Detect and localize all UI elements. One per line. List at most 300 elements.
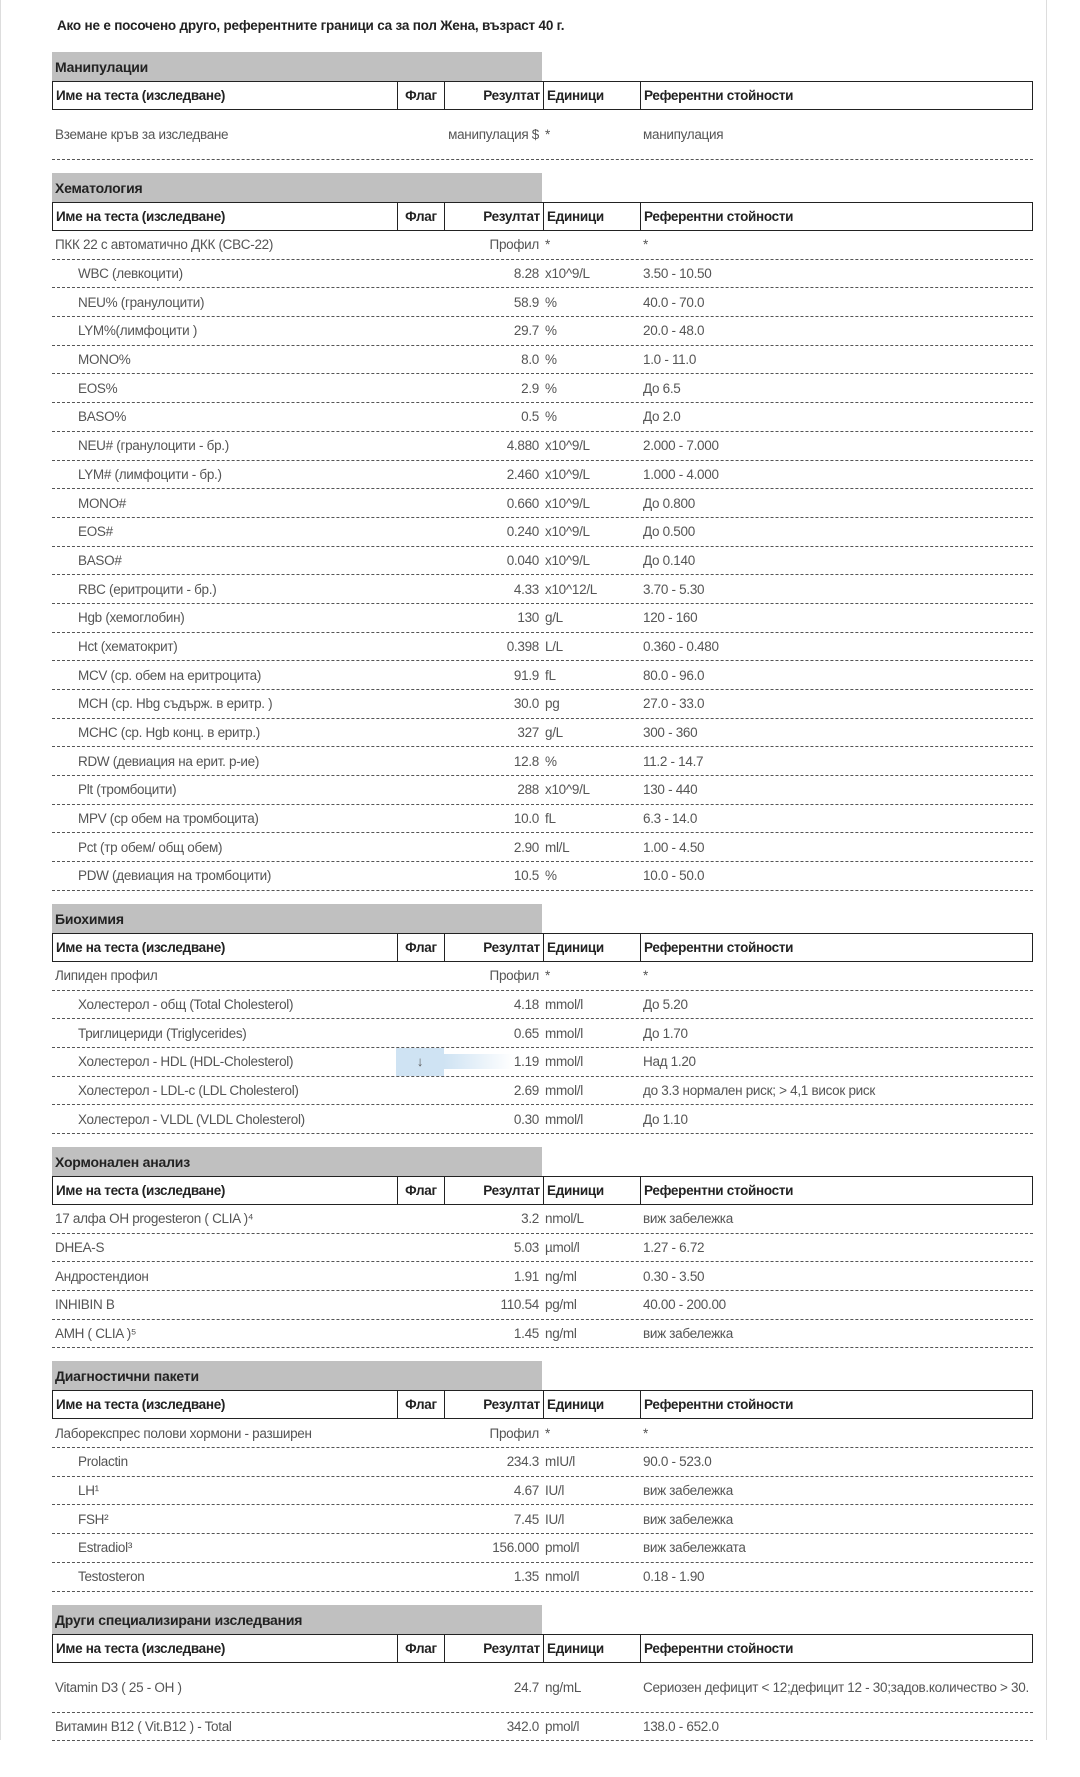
- cell-reference-range: До 1.70: [643, 1025, 688, 1041]
- cell-units: IU/l: [545, 1511, 565, 1527]
- cell-reference-range: виж забележка: [643, 1326, 733, 1342]
- cell-reference-range: 0.18 - 1.90: [643, 1569, 705, 1585]
- column-header-units: Единици: [543, 1177, 641, 1204]
- table-row: [52, 231, 1033, 260]
- cell-reference-range: 1.00 - 4.50: [643, 839, 705, 855]
- column-header-reference-range: Референтни стойности: [644, 88, 794, 103]
- table-row: [52, 1048, 1033, 1077]
- cell-units: IU/l: [545, 1483, 565, 1499]
- cell-test-name: Testosteron: [78, 1569, 145, 1585]
- cell-units: %: [545, 294, 557, 310]
- cell-reference-range: виж забележката: [643, 1540, 746, 1556]
- cell-reference-range: 3.70 - 5.30: [643, 581, 705, 597]
- table-row: [52, 260, 1033, 289]
- table-header: [52, 202, 1033, 231]
- cell-units: *: [545, 1425, 550, 1441]
- cell-result: 342.0: [506, 1718, 539, 1734]
- cell-units: ng/mL: [545, 1679, 582, 1695]
- cell-flag: [396, 575, 444, 603]
- table-row: [52, 1534, 1033, 1563]
- column-header-reference-range: Референтни стойности: [644, 1640, 794, 1656]
- column-header-result: Резултат: [483, 209, 540, 224]
- cell-reference-range: 0.360 - 0.480: [643, 638, 719, 654]
- cell-result: 2.69: [513, 1082, 539, 1098]
- column-header-flag: Флаг: [397, 1635, 445, 1662]
- cell-units: x10^9/L: [545, 495, 590, 511]
- cell-test-name: MPV (ср обем на тромбоцита): [78, 811, 259, 827]
- column-header-units: Единици: [543, 82, 641, 109]
- cell-test-name: Холестерол - общ (Total Cholesterol): [78, 996, 294, 1012]
- cell-reference-range: *: [643, 1425, 648, 1441]
- column-header-test-name: Име на теста (изследване): [56, 1397, 226, 1413]
- cell-test-name: Холестерол - HDL (HDL-Cholesterol): [78, 1054, 294, 1070]
- table-row: [52, 962, 1033, 991]
- cell-units: pmol/l: [545, 1718, 580, 1734]
- cell-units: ml/L: [545, 839, 570, 855]
- cell-test-name: Pct (тр обем/ общ обем): [78, 839, 223, 855]
- flag-low-arrow-icon: ↓: [396, 1048, 444, 1076]
- cell-flag: [396, 1563, 444, 1591]
- cell-units: x10^9/L: [545, 782, 590, 798]
- cell-test-name: Холестерол - VLDL (VLDL Cholesterol): [78, 1111, 305, 1127]
- cell-test-name: RBC (еритроцити - бр.): [78, 581, 217, 597]
- cell-test-name: Вземане кръв за изследване: [55, 127, 229, 142]
- cell-units: mmol/l: [545, 1082, 583, 1098]
- cell-reference-range: виж забележка: [643, 1483, 733, 1499]
- column-header-units: Единици: [543, 934, 641, 961]
- table-header: [52, 81, 1033, 110]
- cell-reference-range: *: [643, 237, 648, 253]
- cell-flag: [396, 1419, 444, 1447]
- column-header-flag: Флаг: [397, 82, 445, 109]
- column-header-test-name: Име на теста (изследване): [56, 939, 226, 955]
- column-header-result: Резултат: [483, 939, 540, 955]
- table-row: [52, 1205, 1033, 1234]
- cell-flag: [396, 1477, 444, 1505]
- column-header-flag: Флаг: [397, 203, 445, 230]
- table-row: [52, 833, 1033, 862]
- column-header-test-name: Име на теста (изследване): [56, 88, 226, 103]
- cell-test-name: LYM# (лимфоцити - бр.): [78, 466, 222, 482]
- cell-result: 91.9: [513, 667, 539, 683]
- cell-reference-range: виж забележка: [643, 1211, 733, 1227]
- column-header-test-name: Име на теста (изследване): [56, 1640, 226, 1656]
- cell-reference-range: 1.000 - 4.000: [643, 466, 719, 482]
- cell-reference-range: 27.0 - 33.0: [643, 696, 705, 712]
- cell-test-name: LH¹: [78, 1483, 99, 1499]
- cell-flag: [396, 962, 444, 990]
- cell-reference-range: 0.30 - 3.50: [643, 1268, 705, 1284]
- table-row: [52, 719, 1033, 748]
- cell-units: x10^9/L: [545, 466, 590, 482]
- table-row: [52, 633, 1033, 662]
- cell-test-name: Hct (хематокрит): [78, 638, 178, 654]
- cell-result: 4.880: [506, 438, 539, 454]
- column-header-reference-range: Референтни стойности: [644, 1182, 794, 1198]
- cell-units: %: [545, 409, 557, 425]
- table-row: [52, 1320, 1033, 1349]
- cell-test-name: Холестерол - LDL-c (LDL Cholesterol): [78, 1082, 299, 1098]
- table-row: [52, 1262, 1033, 1291]
- cell-result: Профил: [489, 968, 539, 984]
- cell-units: x10^9/L: [545, 266, 590, 282]
- cell-test-name: MONO%: [78, 352, 131, 368]
- section-title: Манипулации: [52, 52, 542, 81]
- column-header-flag: Флаг: [397, 1177, 445, 1204]
- cell-test-name: BASO#: [78, 552, 122, 568]
- cell-flag: [396, 776, 444, 804]
- cell-reference-range: 120 - 160: [643, 610, 698, 626]
- column-header-result: Резултат: [483, 88, 540, 103]
- table-row: [52, 317, 1033, 346]
- cell-flag: [396, 1534, 444, 1562]
- column-header-units: Единици: [543, 1391, 641, 1418]
- cell-test-name: Hgb (хемоглобин): [78, 610, 185, 626]
- table-row: [52, 288, 1033, 317]
- cell-units: mmol/l: [545, 996, 583, 1012]
- cell-result: 0.040: [506, 552, 539, 568]
- cell-flag: [396, 1320, 444, 1348]
- section-4: [52, 1361, 1033, 1591]
- cell-reference-range: До 0.500: [643, 524, 695, 540]
- table-row: [52, 747, 1033, 776]
- table-row: [52, 805, 1033, 834]
- cell-units: fL: [545, 667, 556, 683]
- cell-test-name: MCHC (ср. Hgb конц. в еритр.): [78, 725, 260, 741]
- cell-result: Профил: [489, 237, 539, 253]
- cell-units: fL: [545, 811, 556, 827]
- table-row: [52, 604, 1033, 633]
- cell-units: %: [545, 753, 557, 769]
- table-row: [52, 1105, 1033, 1134]
- cell-result: 327: [517, 725, 539, 741]
- table-row: [52, 110, 1033, 160]
- cell-flag: [396, 1234, 444, 1262]
- cell-flag: [396, 518, 444, 546]
- cell-test-name: MCV (ср. обем на еритроцита): [78, 667, 262, 683]
- section-title: Хормонален анализ: [52, 1147, 542, 1176]
- reference-note: Ако не е посочено друго, референтните граници са за пол Жена, възраст 40 г.: [57, 18, 565, 33]
- cell-result: 30.0: [513, 696, 539, 712]
- cell-reference-range: 20.0 - 48.0: [643, 323, 705, 339]
- table-row: [52, 776, 1033, 805]
- cell-units: *: [545, 968, 550, 984]
- cell-flag: [396, 862, 444, 890]
- cell-reference-range: виж забележка: [643, 1511, 733, 1527]
- cell-reference-range: манипулация: [643, 127, 724, 142]
- cell-result: 7.45: [513, 1511, 539, 1527]
- cell-units: x10^9/L: [545, 438, 590, 454]
- cell-test-name: Estradiol³: [78, 1540, 133, 1556]
- cell-result: 4.67: [513, 1483, 539, 1499]
- column-header-test-name: Име на теста (изследване): [56, 1182, 226, 1198]
- cell-flag: [396, 604, 444, 632]
- cell-flag: [396, 346, 444, 374]
- cell-result: 1.19: [444, 1054, 542, 1069]
- cell-units: %: [545, 323, 557, 339]
- cell-flag: [396, 747, 444, 775]
- cell-test-name: Триглицериди (Triglycerides): [78, 1025, 247, 1041]
- cell-result: 10.0: [513, 811, 539, 827]
- cell-units: mmol/l: [545, 1111, 583, 1127]
- section-0: [52, 52, 1033, 160]
- column-header-test-name: Име на теста (изследване): [56, 209, 226, 224]
- cell-test-name: 17 алфа OH progesteron ( CLIA )⁴: [55, 1211, 254, 1227]
- table-header: [52, 933, 1033, 962]
- cell-reference-range: до 3.3 нормален риск; > 4,1 висок риск: [643, 1082, 875, 1098]
- cell-units: mmol/l: [545, 1054, 583, 1070]
- cell-reference-range: 40.00 - 200.00: [643, 1297, 726, 1313]
- cell-reference-range: 138.0 - 652.0: [643, 1718, 719, 1734]
- cell-flag: [396, 317, 444, 345]
- cell-result: манипулация $: [448, 126, 539, 142]
- cell-result: 2.9: [521, 380, 539, 396]
- cell-result: 8.28: [513, 266, 539, 282]
- cell-result: 29.7: [513, 323, 539, 339]
- table-row: [52, 374, 1033, 403]
- cell-flag: [396, 633, 444, 661]
- cell-flag: [396, 403, 444, 431]
- cell-test-name: LYM%(лимфоцити ): [78, 323, 198, 339]
- cell-flag: [396, 489, 444, 517]
- cell-result: 0.240: [506, 524, 539, 540]
- cell-test-name: Витамин B12 ( Vit.B12 ) - Total: [55, 1718, 232, 1734]
- cell-flag: [396, 719, 444, 747]
- table-row: [52, 403, 1033, 432]
- section-title: Диагностични пакети: [52, 1361, 542, 1390]
- cell-units: pg: [545, 696, 560, 712]
- table-row: [52, 432, 1033, 461]
- table-header: [52, 1390, 1033, 1419]
- cell-result: 0.65: [513, 1025, 539, 1041]
- cell-result: 4.33: [513, 581, 539, 597]
- cell-result: 0.30: [513, 1111, 539, 1127]
- cell-flag: [396, 1105, 444, 1133]
- cell-result: 12.8: [513, 753, 539, 769]
- cell-reference-range: 300 - 360: [643, 725, 698, 741]
- cell-result: Профил: [489, 1425, 539, 1441]
- section-3: [52, 1147, 1033, 1348]
- cell-test-name: ПКК 22 с автоматично ДКК (CBC-22): [55, 237, 274, 253]
- cell-test-name: EOS%: [78, 380, 118, 396]
- cell-flag: [396, 833, 444, 861]
- cell-test-name: MONO#: [78, 495, 127, 511]
- cell-units: ng/ml: [545, 1326, 577, 1342]
- table-row: [52, 1563, 1033, 1592]
- table-row: [52, 661, 1033, 690]
- cell-flag: [396, 432, 444, 460]
- cell-reference-range: 1.0 - 11.0: [643, 352, 697, 368]
- cell-result: 0.5: [521, 409, 539, 425]
- cell-flag: [396, 260, 444, 288]
- cell-test-name: Липиден профил: [55, 968, 158, 984]
- cell-flag: [396, 661, 444, 689]
- cell-result: 10.5: [513, 868, 539, 884]
- column-header-reference-range: Референтни стойности: [644, 209, 794, 224]
- cell-reference-range: 1.27 - 6.72: [643, 1239, 705, 1255]
- cell-result: 2.90: [513, 839, 539, 855]
- cell-flag: [396, 1663, 444, 1712]
- cell-reference-range: 90.0 - 523.0: [643, 1454, 712, 1470]
- cell-result: 130: [517, 610, 539, 626]
- table-row: [52, 991, 1033, 1020]
- table-row: [52, 690, 1033, 719]
- cell-reference-range: 11.2 - 14.7: [643, 753, 704, 769]
- cell-reference-range: *: [643, 968, 648, 984]
- cell-reference-range: Над 1.20: [643, 1054, 696, 1070]
- cell-test-name: PDW (девиация на тромбоцити): [78, 868, 272, 884]
- cell-test-name: NEU# (гранулоцити - бр.): [78, 438, 229, 454]
- cell-result: 0.398: [506, 638, 539, 654]
- results-report: [52, 52, 1033, 1754]
- cell-units: %: [545, 868, 557, 884]
- column-header-result: Резултат: [483, 1640, 540, 1656]
- cell-test-name: AMH ( CLIA )⁵: [55, 1326, 137, 1342]
- cell-result: 2.460: [506, 466, 539, 482]
- cell-test-name: MCH (ср. Hbg съдърж. в еритр. ): [78, 696, 273, 712]
- cell-units: µmol/l: [545, 1239, 580, 1255]
- cell-units: %: [545, 352, 557, 368]
- cell-reference-range: До 0.800: [643, 495, 695, 511]
- cell-result: 234.3: [506, 1454, 539, 1470]
- cell-result: 5.03: [513, 1239, 539, 1255]
- table-row: [52, 1234, 1033, 1263]
- cell-units: mIU/l: [545, 1454, 575, 1470]
- table-row: [52, 862, 1033, 891]
- table-row: [52, 346, 1033, 375]
- cell-units: g/L: [545, 610, 563, 626]
- cell-test-name: EOS#: [78, 524, 113, 540]
- cell-reference-range: Сериозен дефицит < 12;дефицит 12 - 30;задов.количество > 30.: [643, 1679, 1029, 1695]
- table-row: [52, 1477, 1033, 1506]
- table-row: [52, 461, 1033, 490]
- cell-units: x10^12/L: [545, 581, 597, 597]
- table-row: [52, 518, 1033, 547]
- cell-flag: [396, 288, 444, 316]
- cell-flag: [396, 1019, 444, 1047]
- cell-flag: [396, 1077, 444, 1105]
- cell-flag: [396, 1262, 444, 1290]
- cell-test-name: BASO%: [78, 409, 127, 425]
- cell-test-name: RDW (девиация на ерит. р-ие): [78, 753, 260, 769]
- cell-test-name: Plt (тромбоцити): [78, 782, 177, 798]
- cell-result: 4.18: [513, 996, 539, 1012]
- cell-reference-range: До 0.140: [643, 552, 695, 568]
- column-header-flag: Флаг: [397, 1391, 445, 1418]
- cell-result: 24.7: [513, 1679, 539, 1695]
- cell-flag: [396, 1713, 444, 1741]
- table-row: [52, 1419, 1033, 1448]
- cell-units: nmol/l: [545, 1569, 580, 1585]
- table-row: [52, 1713, 1033, 1742]
- section-2: [52, 904, 1033, 1134]
- cell-flag: [396, 805, 444, 833]
- cell-test-name: WBC (левкоцити): [78, 266, 183, 282]
- cell-result: 8.0: [521, 352, 539, 368]
- table-row: [52, 1505, 1033, 1534]
- cell-units: *: [545, 127, 550, 142]
- cell-reference-range: 6.3 - 14.0: [643, 811, 698, 827]
- table-row: [52, 575, 1033, 604]
- cell-result: 1.35: [513, 1569, 539, 1585]
- cell-reference-range: 10.0 - 50.0: [643, 868, 705, 884]
- cell-flag: [396, 1448, 444, 1476]
- cell-result: 3.2: [521, 1211, 539, 1227]
- cell-reference-range: До 2.0: [643, 409, 681, 425]
- cell-flag: [396, 991, 444, 1019]
- cell-reference-range: 40.0 - 70.0: [643, 294, 705, 310]
- cell-result: 156.000: [492, 1540, 539, 1556]
- table-row: [52, 547, 1033, 576]
- column-header-result: Резултат: [483, 1182, 540, 1198]
- cell-flag: [396, 690, 444, 718]
- section-title: Хематология: [52, 173, 542, 202]
- section-1: [52, 173, 1033, 891]
- cell-flag: [396, 461, 444, 489]
- column-header-result: Резултат: [483, 1397, 540, 1413]
- cell-test-name: FSH²: [78, 1511, 109, 1527]
- cell-flag: [396, 1505, 444, 1533]
- cell-test-name: Vitamin D3 ( 25 - OH ): [55, 1679, 182, 1695]
- cell-reference-range: До 1.10: [643, 1111, 688, 1127]
- section-5: [52, 1605, 1033, 1742]
- cell-reference-range: 3.50 - 10.50: [643, 266, 712, 282]
- cell-result: 0.660: [506, 495, 539, 511]
- column-header-reference-range: Референтни стойности: [644, 939, 794, 955]
- table-row: [52, 1291, 1033, 1320]
- cell-reference-range: До 6.5: [643, 380, 681, 396]
- cell-result: 1.45: [513, 1326, 539, 1342]
- cell-units: ng/ml: [545, 1268, 577, 1284]
- table-header: [52, 1634, 1033, 1663]
- cell-flag: [396, 374, 444, 402]
- cell-reference-range: 130 - 440: [643, 782, 698, 798]
- table-row: [52, 1448, 1033, 1477]
- cell-reference-range: 80.0 - 96.0: [643, 667, 705, 683]
- cell-reference-range: 2.000 - 7.000: [643, 438, 719, 454]
- cell-flag: [396, 1291, 444, 1319]
- section-title: Биохимия: [52, 904, 542, 933]
- table-row: [52, 1663, 1033, 1713]
- cell-units: x10^9/L: [545, 524, 590, 540]
- cell-test-name: Prolactin: [78, 1454, 128, 1470]
- cell-result: 288: [517, 782, 539, 798]
- cell-units: mmol/l: [545, 1025, 583, 1041]
- cell-test-name: Андростендион: [55, 1268, 149, 1284]
- cell-flag: [396, 231, 444, 259]
- column-header-units: Единици: [543, 203, 641, 230]
- cell-reference-range: До 5.20: [643, 996, 688, 1012]
- table-row: [52, 489, 1033, 518]
- column-header-flag: Флаг: [397, 934, 445, 961]
- cell-test-name: DHEA-S: [55, 1239, 105, 1255]
- cell-units: pg/ml: [545, 1297, 577, 1313]
- cell-units: *: [545, 237, 550, 253]
- cell-result: 110.54: [500, 1297, 539, 1313]
- cell-flag: [396, 1205, 444, 1233]
- column-header-units: Единици: [543, 1635, 641, 1662]
- cell-test-name: Лаборекспрес полови хормони - разширен: [55, 1425, 312, 1441]
- section-title: Други специализирани изследвания: [52, 1605, 542, 1634]
- table-header: [52, 1176, 1033, 1205]
- cell-flag: [396, 547, 444, 575]
- cell-units: L/L: [545, 638, 563, 654]
- cell-result: 1.91: [513, 1268, 539, 1284]
- cell-units: %: [545, 380, 557, 396]
- table-row: [52, 1019, 1033, 1048]
- cell-units: pmol/l: [545, 1540, 580, 1556]
- cell-result: 58.9: [513, 294, 539, 310]
